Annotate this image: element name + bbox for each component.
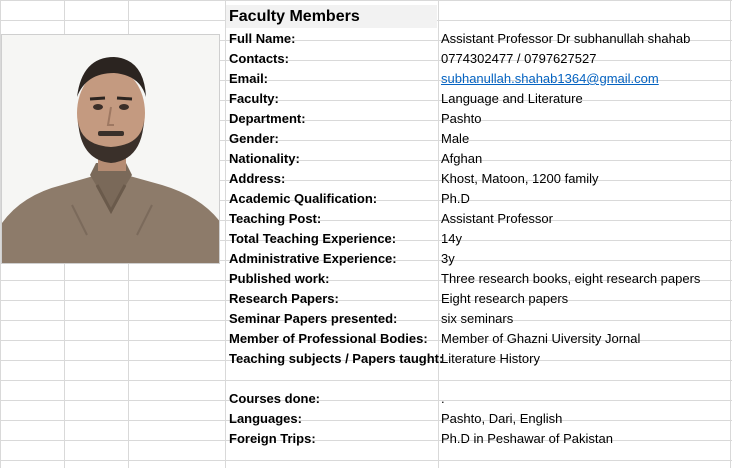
field-label[interactable]: Teaching Post: [229,211,322,226]
field-value[interactable]: Three research books, eight research papers [441,271,701,286]
field-label[interactable]: Full Name: [229,31,296,46]
field-value[interactable]: Afghan [441,151,483,166]
field-label[interactable]: Teaching subjects / Papers taught: [229,351,444,366]
field-value[interactable]: Assistant Professor [441,211,553,226]
faculty-photo [1,34,220,264]
field-label[interactable]: Member of Professional Bodies: [229,331,428,346]
field-label[interactable]: Department: [229,111,306,126]
field-label[interactable]: Published work: [229,271,330,286]
column-divider [225,0,226,468]
field-label[interactable]: Foreign Trips: [229,431,316,446]
field-label[interactable]: Courses done: [229,391,321,406]
field-value[interactable]: Ph.D in Peshawar of Pakistan [441,431,613,446]
field-value[interactable]: six seminars [441,311,514,326]
field-value[interactable]: . [441,391,445,406]
field-label[interactable]: Nationality: [229,151,300,166]
field-value[interactable]: Khost, Matoon, 1200 family [441,171,599,186]
field-value[interactable]: Pashto [441,111,482,126]
column-divider [730,0,731,468]
field-value[interactable]: Ph.D [441,191,470,206]
field-value[interactable]: Pashto, Dari, English [441,411,563,426]
field-value[interactable]: Literature History [441,351,540,366]
field-label[interactable]: Address: [229,171,286,186]
field-label[interactable]: Research Papers: [229,291,339,306]
field-value[interactable]: Eight research papers [441,291,569,306]
field-label[interactable]: Seminar Papers presented: [229,311,398,326]
field-value[interactable]: 14y [441,231,462,246]
field-value[interactable]: Assistant Professor Dr subhanullah shahab [441,31,691,46]
field-label[interactable]: Faculty: [229,91,279,106]
field-label[interactable]: Languages: [229,411,302,426]
field-value[interactable]: Male [441,131,470,146]
column-divider [438,0,439,468]
person-photo-icon [2,35,220,264]
field-label[interactable]: Gender: [229,131,279,146]
field-value[interactable]: Language and Literature [441,91,583,106]
field-label[interactable]: Email: [229,71,269,86]
field-label[interactable]: Total Teaching Experience: [229,231,397,246]
field-label[interactable]: Contacts: [229,51,289,66]
page-title: Faculty Members [229,8,360,25]
field-value[interactable]: Member of Ghazni Uiversity Jornal [441,331,641,346]
field-value[interactable]: 3y [441,251,455,266]
field-label[interactable]: Academic Qualification: [229,191,378,206]
field-label[interactable]: Administrative Experience: [229,251,397,266]
email-link[interactable]: subhanullah.shahab1364@gmail.com [441,71,659,86]
field-value[interactable]: 0774302477 / 0797627527 [441,51,597,66]
